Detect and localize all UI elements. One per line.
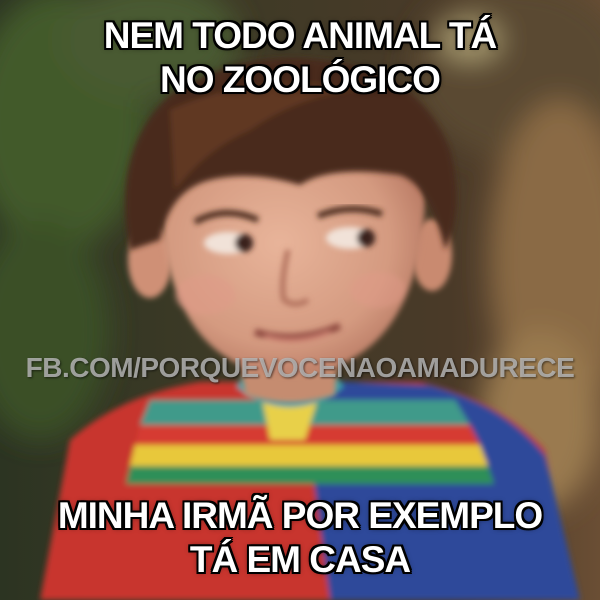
top-caption-line-2: NO ZOOLÓGICO	[160, 59, 440, 100]
bottom-caption	[0, 494, 600, 582]
bottom-caption-line-2: TÁ EM CASA	[189, 539, 411, 580]
top-caption-line-1: NEM TODO ANIMAL TÁ	[103, 15, 497, 56]
bottom-caption-line-1: MINHA IRMÃ POR EXEMPLO	[57, 495, 543, 536]
top-caption	[0, 14, 600, 102]
watermark: FB.COM/PORQUEVOCENAOAMADURECE	[25, 352, 575, 383]
